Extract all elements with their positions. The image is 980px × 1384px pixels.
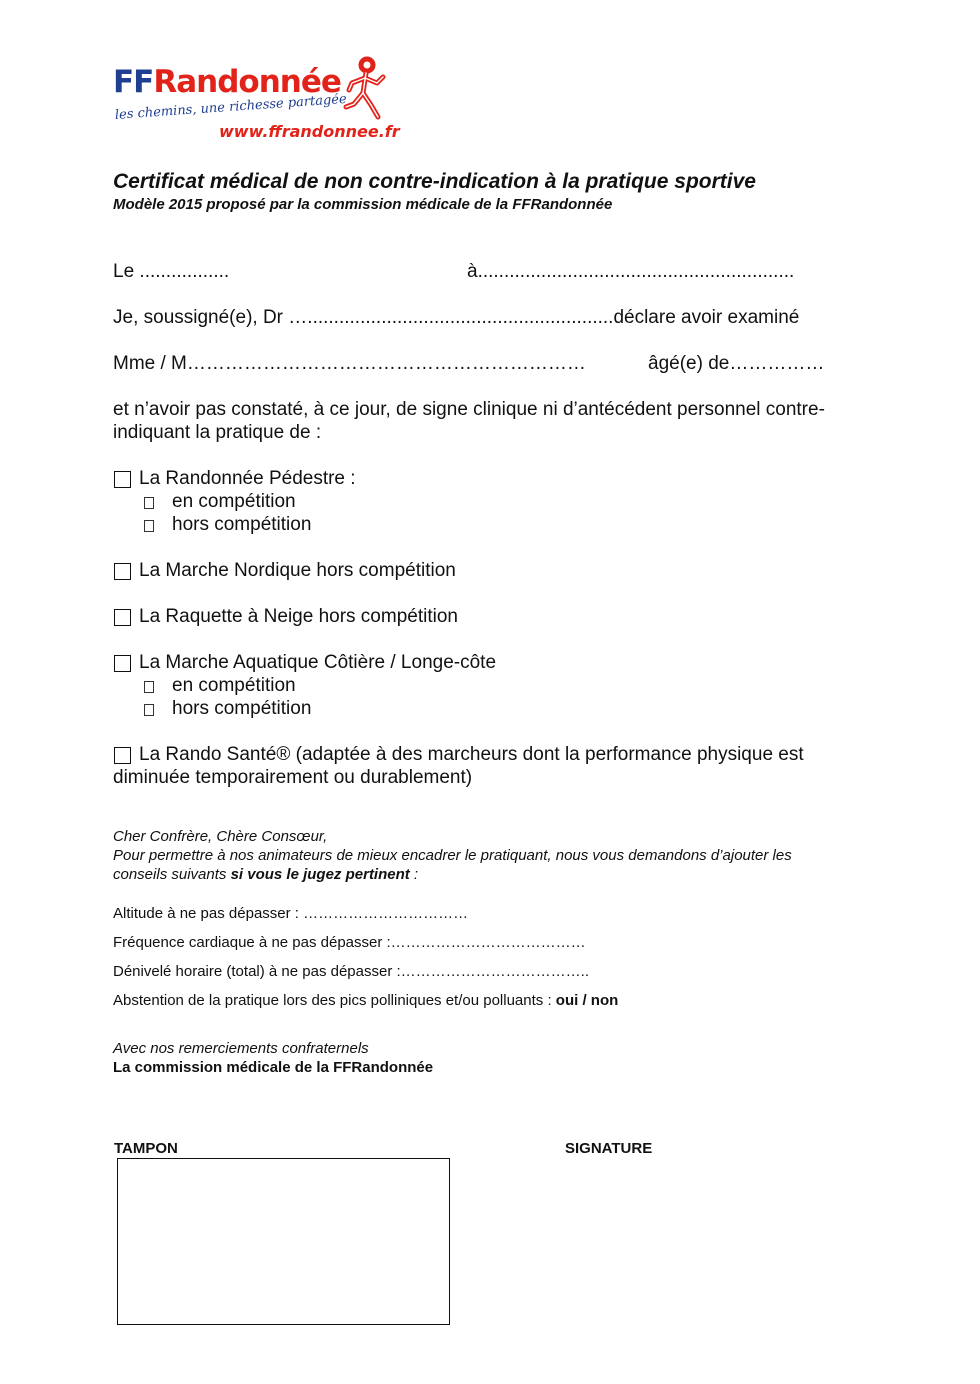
statement-line-1: et n’avoir pas constaté, à ce jour, de signe clinique ni d’antécédent personnel contre- <box>113 399 825 420</box>
date-field[interactable]: Le ................. <box>113 261 230 282</box>
patient-name-field[interactable]: Mme / M……………………………………………………… <box>113 353 586 374</box>
logo-url: www.ffrandonnee.fr <box>219 122 400 141</box>
checkbox-randonnee-pedestre[interactable] <box>114 471 131 488</box>
altitude-field[interactable]: Altitude à ne pas dépasser : …………………………… <box>113 905 469 922</box>
stamp-label: TAMPON <box>114 1140 178 1157</box>
elevation-field[interactable]: Dénivelé horaire (total) à ne pas dépasser :……………………………….. <box>113 963 589 980</box>
activity-label-marche-nordique: La Marche Nordique hors compétition <box>139 560 456 581</box>
activity-label-raquette-neige: La Raquette à Neige hors compétition <box>139 606 458 627</box>
doctor-field[interactable]: Je, soussigné(e), Dr …..........................................................déclare avoir examiné <box>113 307 800 328</box>
checkbox-aquatique-en-competition[interactable] <box>144 681 154 693</box>
activity-label-marche-aquatique: La Marche Aquatique Côtière / Longe-côte <box>139 652 497 673</box>
checkbox-randonnee-en-competition[interactable] <box>144 497 154 509</box>
logo-ff: FF <box>113 64 154 100</box>
abstention-line <box>113 992 618 1009</box>
logo-tagline: les chemins, une richesse partagée <box>114 91 348 123</box>
advice-greeting: Cher Confrère, Chère Consœur, <box>113 828 328 845</box>
patient-age-field[interactable]: âgé(e) de…………… <box>648 353 825 374</box>
checkbox-raquette-neige[interactable] <box>114 609 131 626</box>
option-label: en compétition <box>172 675 296 696</box>
checkbox-marche-nordique[interactable] <box>114 563 131 580</box>
abstention-choice[interactable]: oui / non <box>555 992 619 1009</box>
closing-thanks: Avec nos remerciements confraternels <box>113 1040 369 1057</box>
checkbox-marche-aquatique[interactable] <box>114 655 131 672</box>
heart-rate-field[interactable]: Fréquence cardiaque à ne pas dépasser :………………………………… <box>113 934 586 951</box>
option-label: en compétition <box>172 491 296 512</box>
advice-intro-colon: : <box>409 866 419 883</box>
activity-label-rando-sante-cont: diminuée temporairement ou durablement) <box>113 767 473 788</box>
checkbox-randonnee-hors-competition[interactable] <box>144 520 154 532</box>
stamp-box[interactable] <box>117 1158 450 1325</box>
ffrandonnee-logo <box>113 56 400 146</box>
advice-intro-line-2 <box>113 866 418 883</box>
document-title: Certificat médical de non contre-indication à la pratique sportive <box>113 170 756 193</box>
closing-signed: La commission médicale de la FFRandonnée <box>113 1059 434 1076</box>
option-label: hors compétition <box>172 698 312 719</box>
checkbox-aquatique-hors-competition[interactable] <box>144 704 154 716</box>
walker-icon <box>341 56 391 122</box>
activity-label-rando-sante: La Rando Santé® (adaptée à des marcheurs dont la performance physique est <box>139 744 804 765</box>
abstention-text: Abstention de la pratique lors des pics polliniques et/ou polluants : <box>113 992 556 1009</box>
option-label: hors compétition <box>172 514 312 535</box>
checkbox-rando-sante[interactable] <box>114 747 131 764</box>
advice-intro-emphasis: si vous le jugez pertinent <box>230 866 410 883</box>
advice-intro-line-1: Pour permettre à nos animateurs de mieux encadrer le pratiquant, nous vous demandons d’ajouter les <box>113 847 792 864</box>
logo-randonnee: Randonnée <box>153 64 341 100</box>
statement-line-2: indiquant la pratique de : <box>113 422 322 443</box>
document-subtitle: Modèle 2015 proposé par la commission médicale de la FFRandonnée <box>113 196 613 213</box>
activity-label-randonnee-pedestre: La Randonnée Pédestre : <box>139 468 356 489</box>
place-field[interactable]: à............................................................ <box>467 261 795 282</box>
signature-label: SIGNATURE <box>565 1140 653 1157</box>
advice-intro-text: conseils suivants <box>113 866 231 883</box>
